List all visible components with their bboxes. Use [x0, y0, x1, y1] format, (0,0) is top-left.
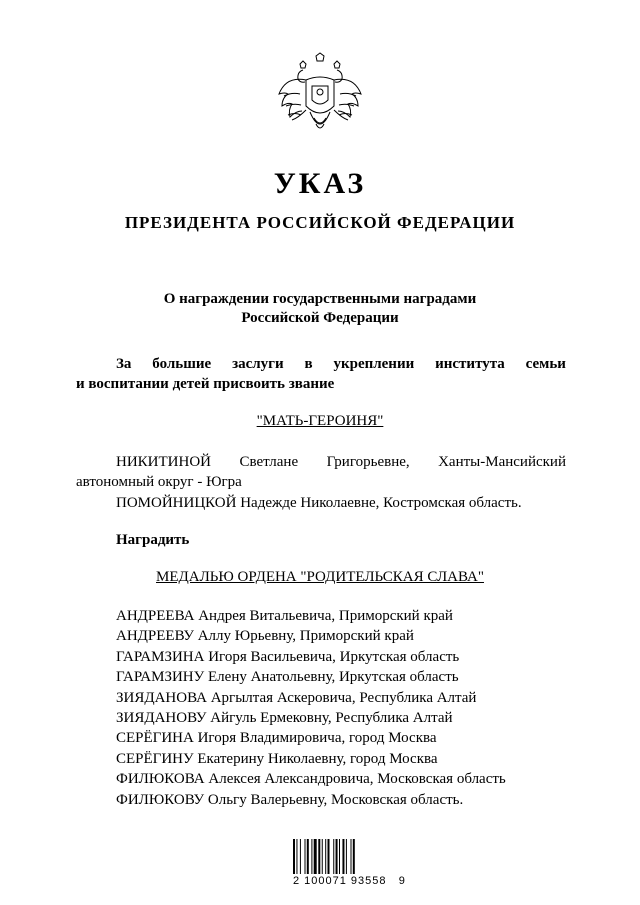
barcode — [293, 839, 373, 874]
coat-of-arms-emblem — [276, 52, 364, 146]
intro-paragraph — [76, 354, 566, 394]
list-item: АНДРЕЕВУ Аллу Юрьевну, Приморский край — [116, 628, 414, 645]
recipient-word: Григорьевне, — [326, 454, 410, 470]
award-title-parental-glory: МЕДАЛЬЮ ОРДЕНА "РОДИТЕЛЬСКАЯ СЛАВА" — [156, 569, 484, 585]
recipient-line: ПОМОЙНИЦКОЙ Надежде Николаевне, Костромская область. — [116, 494, 522, 511]
list-item: ГАРАМЗИНА Игоря Васильевича, Иркутская область — [116, 648, 460, 665]
document-subtitle: ПРЕЗИДЕНТА РОССИЙСКОЙ ФЕДЕРАЦИИ — [124, 213, 516, 232]
award2-recipient-list — [76, 606, 566, 810]
list-item: ЗИЯДАНОВУ Айгуль Ермековну, Республика Алтай — [116, 710, 453, 727]
intro-word: большие — [152, 356, 212, 372]
award-verb-wrap — [76, 530, 566, 550]
barcode-number: 2 100071 93558 9 — [293, 875, 406, 887]
award-verb: Наградить — [116, 532, 190, 548]
intro-line-1 — [76, 354, 566, 374]
intro-word: заслуги — [232, 356, 284, 372]
recipient-word: НИКИТИНОЙ — [116, 454, 211, 470]
decree-heading-line-1: О награждении государственными наградами — [163, 291, 477, 307]
intro-word: института — [435, 356, 505, 372]
document-title: УКАЗ — [273, 167, 367, 200]
list-item: СЕРЁГИНА Игоря Владимировича, город Москва — [116, 730, 437, 747]
list-item: ФИЛЮКОВУ Ольгу Валерьевну, Московская область. — [116, 791, 464, 808]
intro-word: За — [116, 356, 132, 372]
intro-word: в — [304, 356, 313, 372]
intro-line-2: и воспитании детей присвоить звание — [76, 376, 335, 392]
decree-heading-line-2: Российской Федерации — [241, 310, 399, 326]
recipient-word: Ханты-Мансийский — [438, 454, 566, 470]
award-title-mother-heroine: "МАТЬ-ГЕРОИНЯ" — [256, 413, 384, 429]
list-item: ГАРАМЗИНУ Елену Анатольевну, Иркутская область — [116, 669, 459, 686]
intro-word: укреплении — [333, 356, 415, 372]
intro-word: семьи — [525, 356, 566, 372]
recipient-line: автономный округ - Югра — [76, 474, 242, 491]
list-item: АНДРЕЕВА Андрея Витальевича, Приморский край — [116, 608, 453, 624]
award1-recipient-list — [76, 452, 566, 513]
list-item: ЗИЯДАНОВА Аргылтая Аскеровича, Республика Алтай — [116, 689, 477, 706]
recipient-word: Светлане — [239, 454, 299, 470]
list-item: ФИЛЮКОВА Алексея Александровича, Московская область — [116, 771, 506, 788]
recipient-line — [76, 452, 566, 472]
list-item: СЕРЁГИНУ Екатерину Николаевну, город Москва — [116, 750, 438, 767]
decree-heading — [0, 290, 640, 328]
